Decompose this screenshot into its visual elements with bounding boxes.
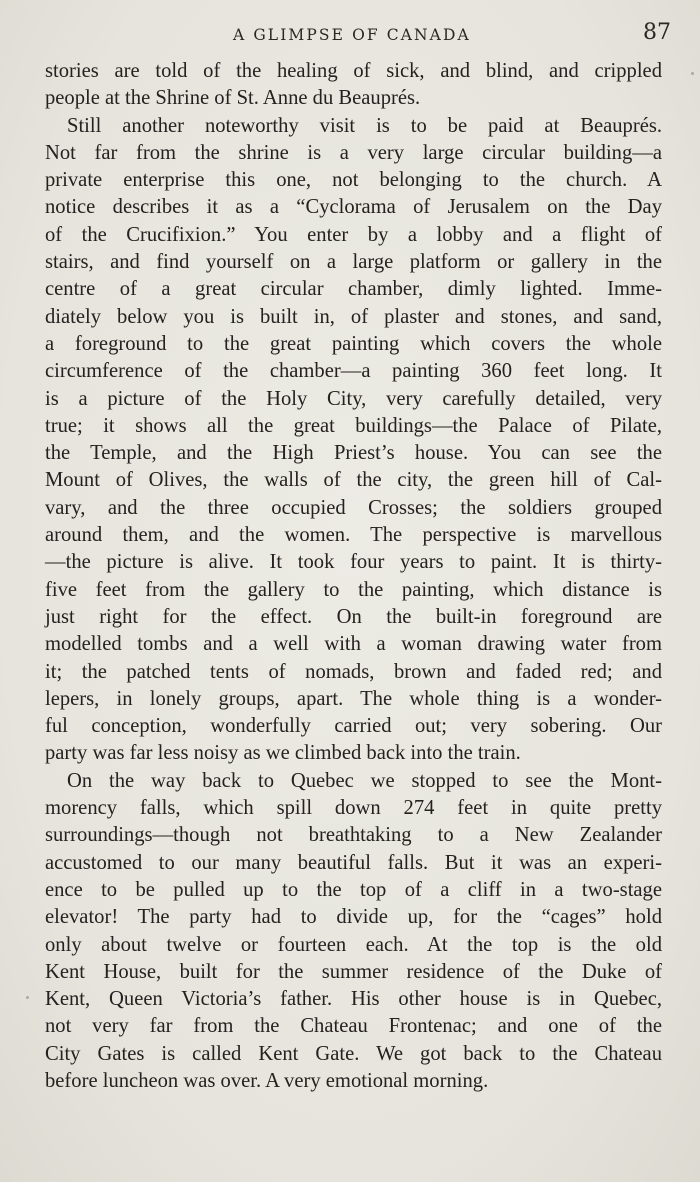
text-line: Kent, Queen Victoria’s father. His other house is in Quebec,	[45, 988, 662, 1011]
text-line: elevator! The party had to divide up, for the “cages” hold	[45, 906, 662, 929]
text-line: true; it shows all the great buildings—the Palace of Pilate,	[45, 414, 662, 437]
text-line: modelled tombs and a well with a woman drawing water from	[45, 633, 662, 656]
text-line: City Gates is called Kent Gate. We got back to the Chateau	[45, 1042, 662, 1065]
text-line: a foreground to the great painting which covers the whole	[45, 332, 662, 355]
paper-speck	[691, 72, 694, 75]
paper-speck	[26, 996, 29, 999]
text-line: Kent House, built for the summer residence of the Duke of	[45, 960, 662, 983]
text-line: ence to be pulled up to the top of a cliff in a two-stage	[45, 878, 662, 901]
text-line: five feet from the gallery to the painting, which distance is	[45, 578, 662, 601]
text-line: notice describes it as a “Cyclorama of Jerusalem on the Day	[45, 196, 662, 219]
text-line: only about twelve or fourteen each. At the top is the old	[45, 933, 662, 956]
text-line: centre of a great circular chamber, dimly lighted. Imme-	[45, 278, 662, 301]
running-head	[0, 20, 700, 50]
text-line: of the Crucifixion.” You enter by a lobby and a flight of	[45, 223, 662, 246]
text-line: circumference of the chamber—a painting 360 feet long. It	[45, 360, 662, 383]
text-line: diately below you is built in, of plaster and stones, and sand,	[45, 305, 662, 328]
text-line: party was far less noisy as we climbed back into the train.	[45, 742, 521, 765]
text-line: accustomed to our many beautiful falls. But it was an experi-	[45, 851, 662, 874]
text-line: vary, and the three occupied Crosses; the soldiers grouped	[45, 496, 662, 519]
text-line: morency falls, which spill down 274 feet in quite pretty	[45, 797, 662, 820]
text-line: the Temple, and the High Priest’s house. You can see the	[45, 442, 662, 465]
text-line: Not far from the shrine is a very large circular building—a	[45, 141, 662, 164]
text-line: lepers, in lonely groups, apart. The whole thing is a wonder-	[45, 687, 662, 710]
page-number: 87	[643, 20, 671, 45]
body-text	[45, 58, 662, 1095]
text-line: not very far from the Chateau Frontenac; and one of the	[45, 1015, 662, 1038]
text-line: surroundings—though not breathtaking to a New Zealander	[45, 824, 662, 847]
text-line: On the way back to Quebec we stopped to see the Mont-	[67, 769, 662, 792]
text-line: is a picture of the Holy City, very carefully detailed, very	[45, 387, 662, 410]
text-line: ful conception, wonderfully carried out; very sobering. Our	[45, 715, 662, 738]
text-line: private enterprise this one, not belonging to the church. A	[45, 169, 662, 192]
text-line: people at the Shrine of St. Anne du Beauprés.	[45, 87, 421, 110]
text-line: Still another noteworthy visit is to be paid at Beauprés.	[67, 114, 662, 137]
text-line: it; the patched tents of nomads, brown and faded red; and	[45, 660, 662, 683]
text-line: before luncheon was over. A very emotional morning.	[45, 1069, 489, 1092]
running-title: A GLIMPSE OF CANADA	[233, 26, 471, 44]
text-line: stories are told of the healing of sick, and blind, and crippled	[45, 60, 662, 82]
text-line: just right for the effect. On the built-in foreground are	[45, 605, 662, 628]
text-line: —the picture is alive. It took four years to paint. It is thirty-	[45, 551, 662, 574]
text-line: around them, and the women. The perspective is marvellous	[45, 524, 662, 547]
text-line: stairs, and find yourself on a large platform or gallery in the	[45, 251, 662, 274]
text-line: Mount of Olives, the walls of the city, the green hill of Cal-	[45, 469, 662, 492]
